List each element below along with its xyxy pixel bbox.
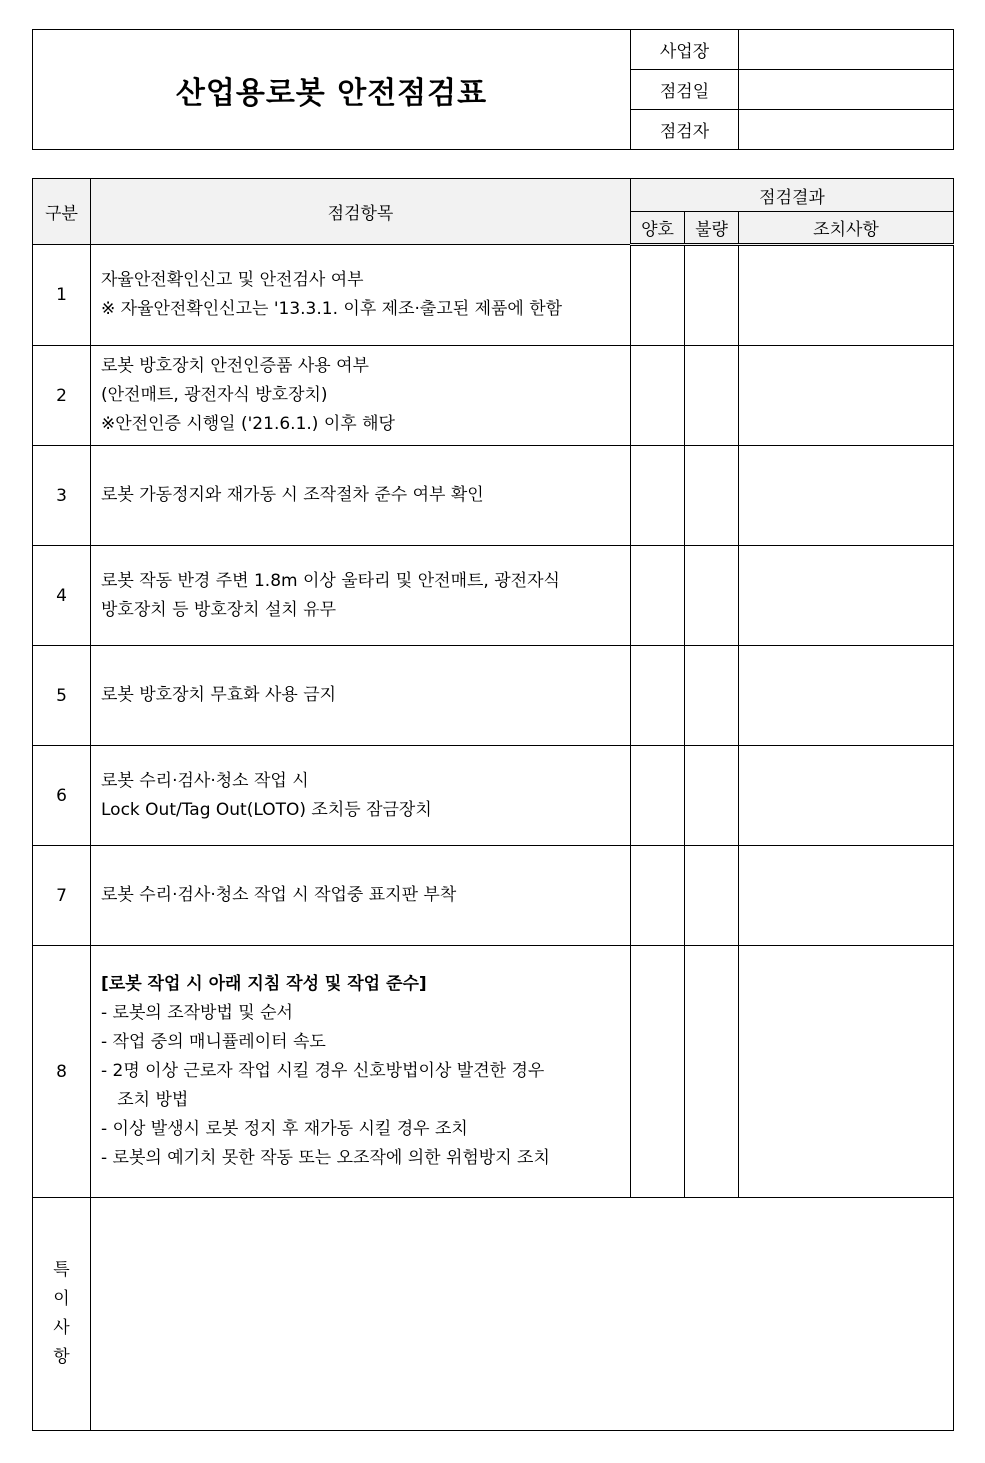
inspector-label: 점검자 [631,110,739,150]
action-cell[interactable] [739,846,954,946]
table-row [33,446,954,546]
bad-cell[interactable] [685,346,739,446]
check-item [91,546,631,646]
row-number: 5 [33,646,91,746]
table-row [33,245,954,346]
good-cell[interactable] [631,546,685,646]
row-number: 2 [33,346,91,446]
table-row [33,746,954,846]
item-line: 로봇 수리·검사·청소 작업 시 [101,770,309,791]
item-line: 로봇 수리·검사·청소 작업 시 작업중 표지판 부착 [101,885,457,905]
good-cell[interactable] [631,245,685,346]
inspection-date-field[interactable] [739,70,954,110]
table-row [33,546,954,646]
row-number: 8 [33,946,91,1198]
special-notes-field[interactable] [91,1198,954,1431]
table-row [33,346,954,446]
action-cell[interactable] [739,646,954,746]
col-action-header: 조치사항 [739,212,954,245]
row-number: 7 [33,846,91,946]
item-line: 방호장치 등 방호장치 설치 유무 [101,599,337,620]
col-result-header: 점검결과 [631,179,954,212]
checklist-table [32,178,954,1431]
good-cell[interactable] [631,346,685,446]
item-line: 로봇 방호장치 안전인증품 사용 여부 [101,356,369,376]
item-line: - 로봇의 조작방법 및 순서 [101,1003,293,1023]
row-number: 1 [33,245,91,346]
item-line: ※안전인증 시행일 ('21.6.1.) 이후 해당 [101,414,395,434]
item-line: (안전매트, 광전자식 방호장치) [101,385,328,405]
action-cell[interactable] [739,546,954,646]
check-item [91,446,631,546]
item-heading: [로봇 작업 시 아래 지침 작성 및 작업 준수] [101,974,427,994]
row-number: 6 [33,746,91,846]
action-cell[interactable] [739,446,954,546]
document-title: 산업용로봇 안전점검표 [33,30,631,150]
special-notes-row [33,1198,954,1431]
header-table [32,29,954,150]
good-cell[interactable] [631,746,685,846]
special-notes-char: 이 [53,1289,70,1309]
col-bad-header: 불량 [685,212,739,245]
inspector-field[interactable] [739,110,954,150]
action-cell[interactable] [739,245,954,346]
workplace-label: 사업장 [631,30,739,70]
col-category-header: 구분 [33,179,91,245]
col-good-header: 양호 [631,212,685,245]
item-line: ※ 자율안전확인신고는 '13.3.1. 이후 제조·출고된 제품에 한함 [101,299,563,319]
item-line: 로봇 가동정지와 재가동 시 조작절차 준수 여부 확인 [101,485,484,505]
good-cell[interactable] [631,846,685,946]
good-cell[interactable] [631,946,685,1198]
action-cell[interactable] [739,346,954,446]
check-item [91,746,631,846]
check-item [91,245,631,346]
inspection-date-label: 점검일 [631,70,739,110]
table-row [33,946,954,1198]
table-row [33,646,954,746]
bad-cell[interactable] [685,746,739,846]
action-cell[interactable] [739,746,954,846]
bad-cell[interactable] [685,946,739,1198]
item-line: - 이상 발생시 로봇 정지 후 재가동 시킬 경우 조치 [101,1119,468,1139]
check-item [91,346,631,446]
table-row [33,846,954,946]
special-notes-label [33,1198,91,1431]
check-item [91,646,631,746]
special-notes-char: 특 [53,1260,70,1280]
item-line: Lock Out/Tag Out(LOTO) 조치등 잠금장치 [101,799,432,820]
workplace-field[interactable] [739,30,954,70]
good-cell[interactable] [631,646,685,746]
bad-cell[interactable] [685,546,739,646]
row-number: 3 [33,446,91,546]
item-line: - 작업 중의 매니퓰레이터 속도 [101,1032,326,1052]
bad-cell[interactable] [685,646,739,746]
special-notes-char: 사 [53,1318,70,1338]
item-line: 조치 방법 [101,1090,189,1110]
special-notes-char: 항 [53,1347,70,1367]
bad-cell[interactable] [685,846,739,946]
row-number: 4 [33,546,91,646]
item-line: 로봇 작동 반경 주변 1.8m 이상 울타리 및 안전매트, 광전자식 [101,570,560,591]
item-line: 자율안전확인신고 및 안전검사 여부 [101,270,364,290]
item-line: - 2명 이상 근로자 작업 시킬 경우 신호방법이상 발견한 경우 [101,1061,545,1081]
item-line: - 로봇의 예기치 못한 작동 또는 오조작에 의한 위험방지 조치 [101,1148,550,1168]
action-cell[interactable] [739,946,954,1198]
good-cell[interactable] [631,446,685,546]
check-item [91,846,631,946]
col-item-header: 점검항목 [91,179,631,245]
item-line: 로봇 방호장치 무효화 사용 금지 [101,685,337,705]
check-item [91,946,631,1198]
bad-cell[interactable] [685,245,739,346]
bad-cell[interactable] [685,446,739,546]
